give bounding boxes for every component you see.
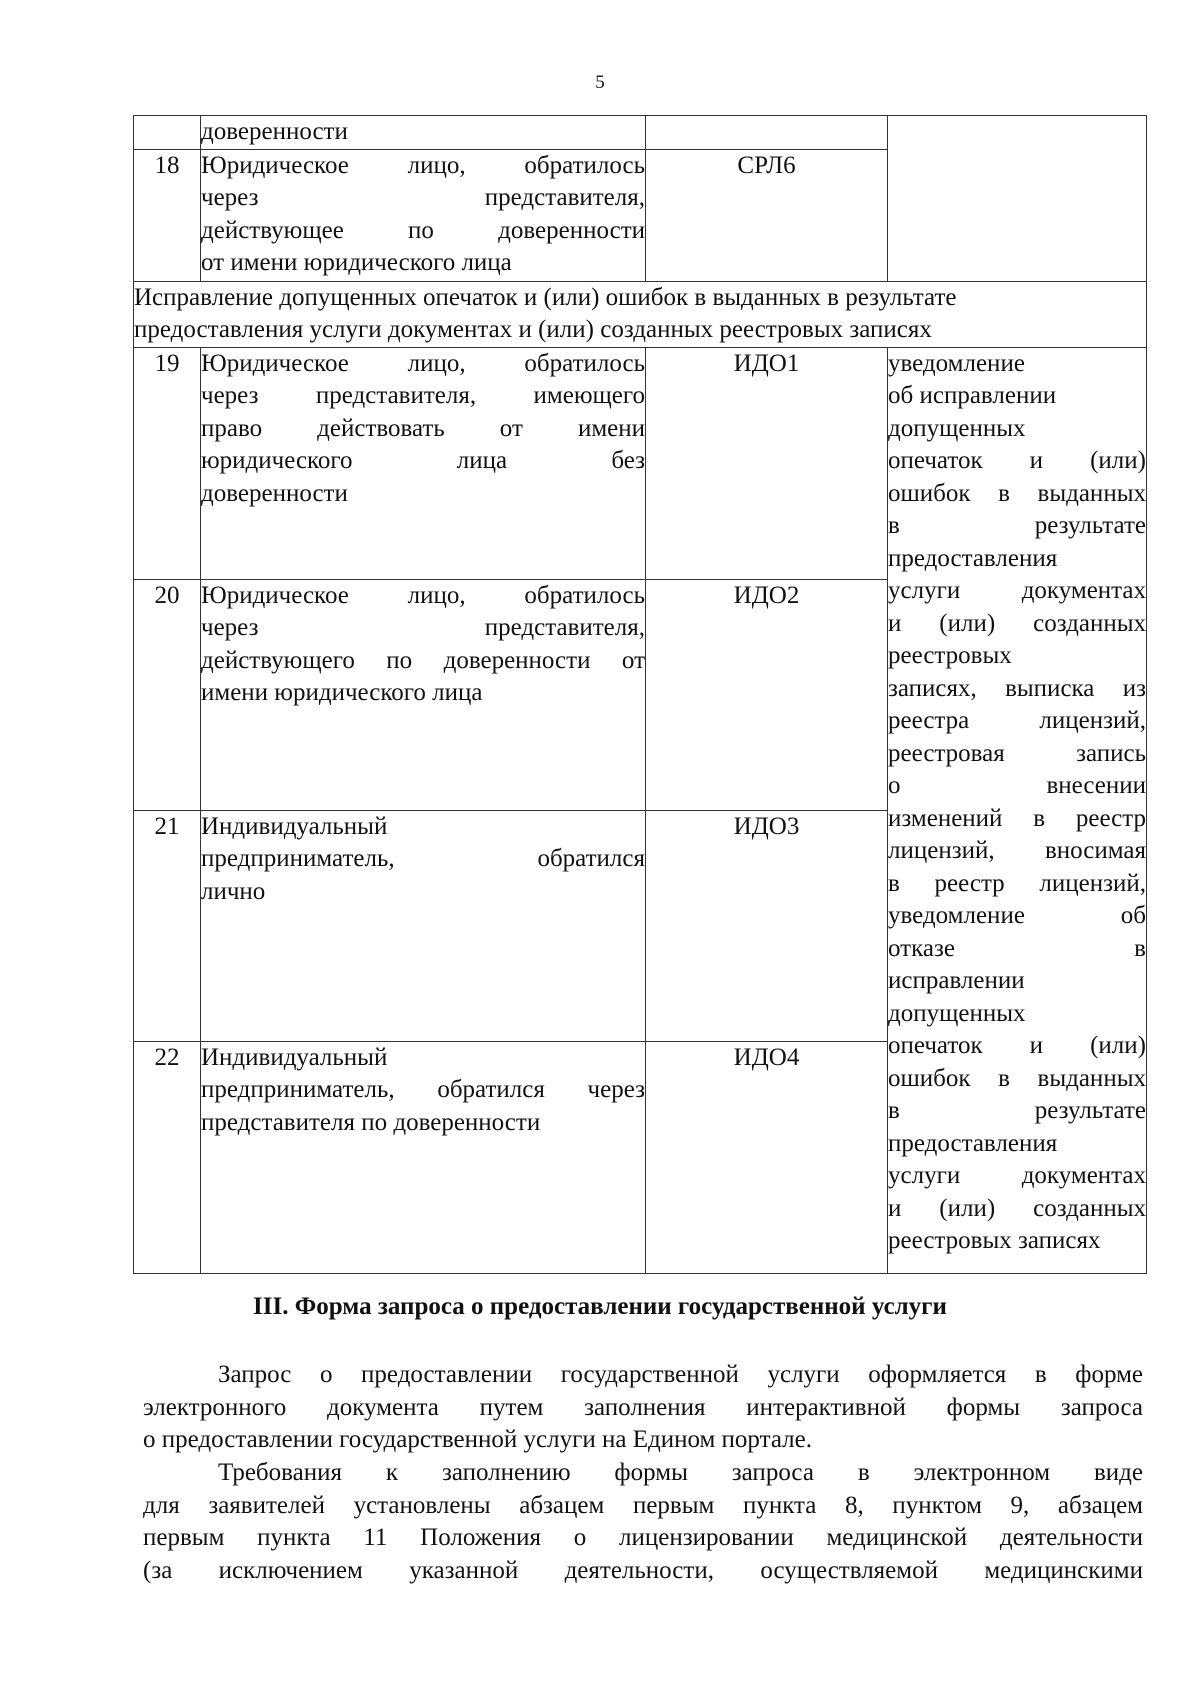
row-description-cell [201,810,646,1041]
result-line: предоставления [888,1129,1058,1157]
row-description-line: Индивидуальный [201,812,388,840]
row-description-line: лично [201,877,266,905]
services-table [133,115,1147,1274]
table-row [134,116,1147,150]
result-line: в результате [888,512,1146,539]
row-description-line: действующее по доверенности [201,216,645,244]
paragraph-line: первым пункта 11 Положения о лицензировании медицинской деятельности [143,1524,1143,1551]
row-description-line: представителя по доверенности [201,1108,541,1136]
page-number: 5 [595,72,605,93]
result-line: уведомление об [888,902,1146,929]
result-line: услуги документах [888,577,1146,604]
section-heading: III. Форма запроса о предоставлении государственной услуги [253,1293,947,1320]
row-description-line: право действовать от имени [201,414,645,442]
result-line: и (или) созданных [888,1194,1146,1222]
paragraph-requirements [143,1457,1143,1587]
row-description-line: Юридическое лицо, обратилось [201,151,645,179]
row-description-line: Индивидуальный [201,1043,388,1071]
paragraph-request-form [143,1359,1143,1457]
row-number: 18 [134,149,201,281]
result-line: реестра лицензий, [888,707,1146,734]
result-line: исправлении [888,967,1025,994]
result-line: отказе в [888,934,1146,962]
result-line: записях, выписка из [888,674,1146,702]
row-code-cell [646,116,888,150]
result-line: ошибок в выданных [888,1064,1146,1092]
row-description-line: через представителя, имеющего [201,382,645,409]
result-line: реестровых [888,642,1012,669]
result-line: услуги документах [888,1162,1146,1189]
row-code: ИДО2 [646,579,888,810]
result-line: допущенных [888,999,1026,1027]
row-number: 20 [134,579,201,810]
row-description-cell [201,579,646,810]
result-line: лицензий, вносимая [888,837,1146,864]
row-number: 22 [134,1041,201,1273]
result-line: опечаток и (или) [888,447,1146,474]
paragraph-line: о предоставлении государственной услуги на Едином портале. [143,1426,812,1453]
row-code: СРЛ6 [646,149,888,281]
section-header-line: Исправление допущенных опечаток и (или) ошибок в выданных в результате [134,283,957,311]
table-row [134,347,1147,579]
row-description-line: доверенности [201,479,348,507]
paragraph-line: Запрос о предоставлении государственной услуги оформляется в форме [218,1361,1143,1388]
row-description-line: предприниматель, обратился через [201,1076,645,1103]
row-description-line: через представителя, [201,184,645,211]
row-description-line: доверенности [201,118,348,145]
result-line: изменений в реестр [888,804,1146,832]
row-description-cell [201,149,646,281]
row-code: ИДО4 [646,1041,888,1273]
result-line: о внесении [888,772,1146,799]
row-description-cell [201,116,646,150]
row-description-cell [201,347,646,579]
row-result-cell [888,347,1147,1273]
result-line: реестровых записях [888,1227,1101,1254]
row-code: ИДО3 [646,810,888,1041]
row-description-line: имени юридического лица [201,679,483,706]
row-description-line: действующего по доверенности от [201,646,645,674]
result-line: об исправлении [888,382,1057,409]
paragraph-line: для заявителей установлены абзацем первым пункта 8, пунктом 9, абзацем [143,1491,1143,1519]
result-line: в реестр лицензий, [888,869,1146,897]
result-line: предоставления [888,544,1058,572]
row-description-line: от имени юридического лица [201,249,512,276]
paragraph-line: электронного документа путем заполнения интерактивной формы запроса [143,1393,1143,1421]
paragraph-line: (за исключением указанной деятельности, осуществляемой медицинскими [143,1556,1143,1584]
section-header-line: предоставления услуги документах и (или) созданных реестровых записях [134,316,932,343]
result-line: допущенных [888,414,1026,442]
row-description-line: юридического лица без [201,447,645,474]
row-description-line: предприниматель, обратился [201,845,645,872]
row-number: 21 [134,810,201,1041]
result-line: и (или) созданных [888,609,1146,637]
row-description-line: Юридическое лицо, обратилось [201,581,645,609]
result-line: ошибок в выданных [888,479,1146,507]
section-header-cell [134,281,1147,347]
result-line: уведомление [888,349,1025,377]
row-number: 19 [134,347,201,579]
paragraph-line: Требования к заполнению формы запроса в электронном виде [218,1459,1143,1486]
row-result-cell [888,116,1147,282]
result-line: реестровая запись [888,739,1146,767]
row-description-line: через представителя, [201,614,645,641]
row-description-cell [201,1041,646,1273]
row-description-line: Юридическое лицо, обратилось [201,349,645,377]
result-line: в результате [888,1097,1146,1124]
row-number-cell [134,116,201,150]
result-line: опечаток и (или) [888,1032,1146,1059]
row-code: ИДО1 [646,347,888,579]
table-section-header-row [134,281,1147,347]
